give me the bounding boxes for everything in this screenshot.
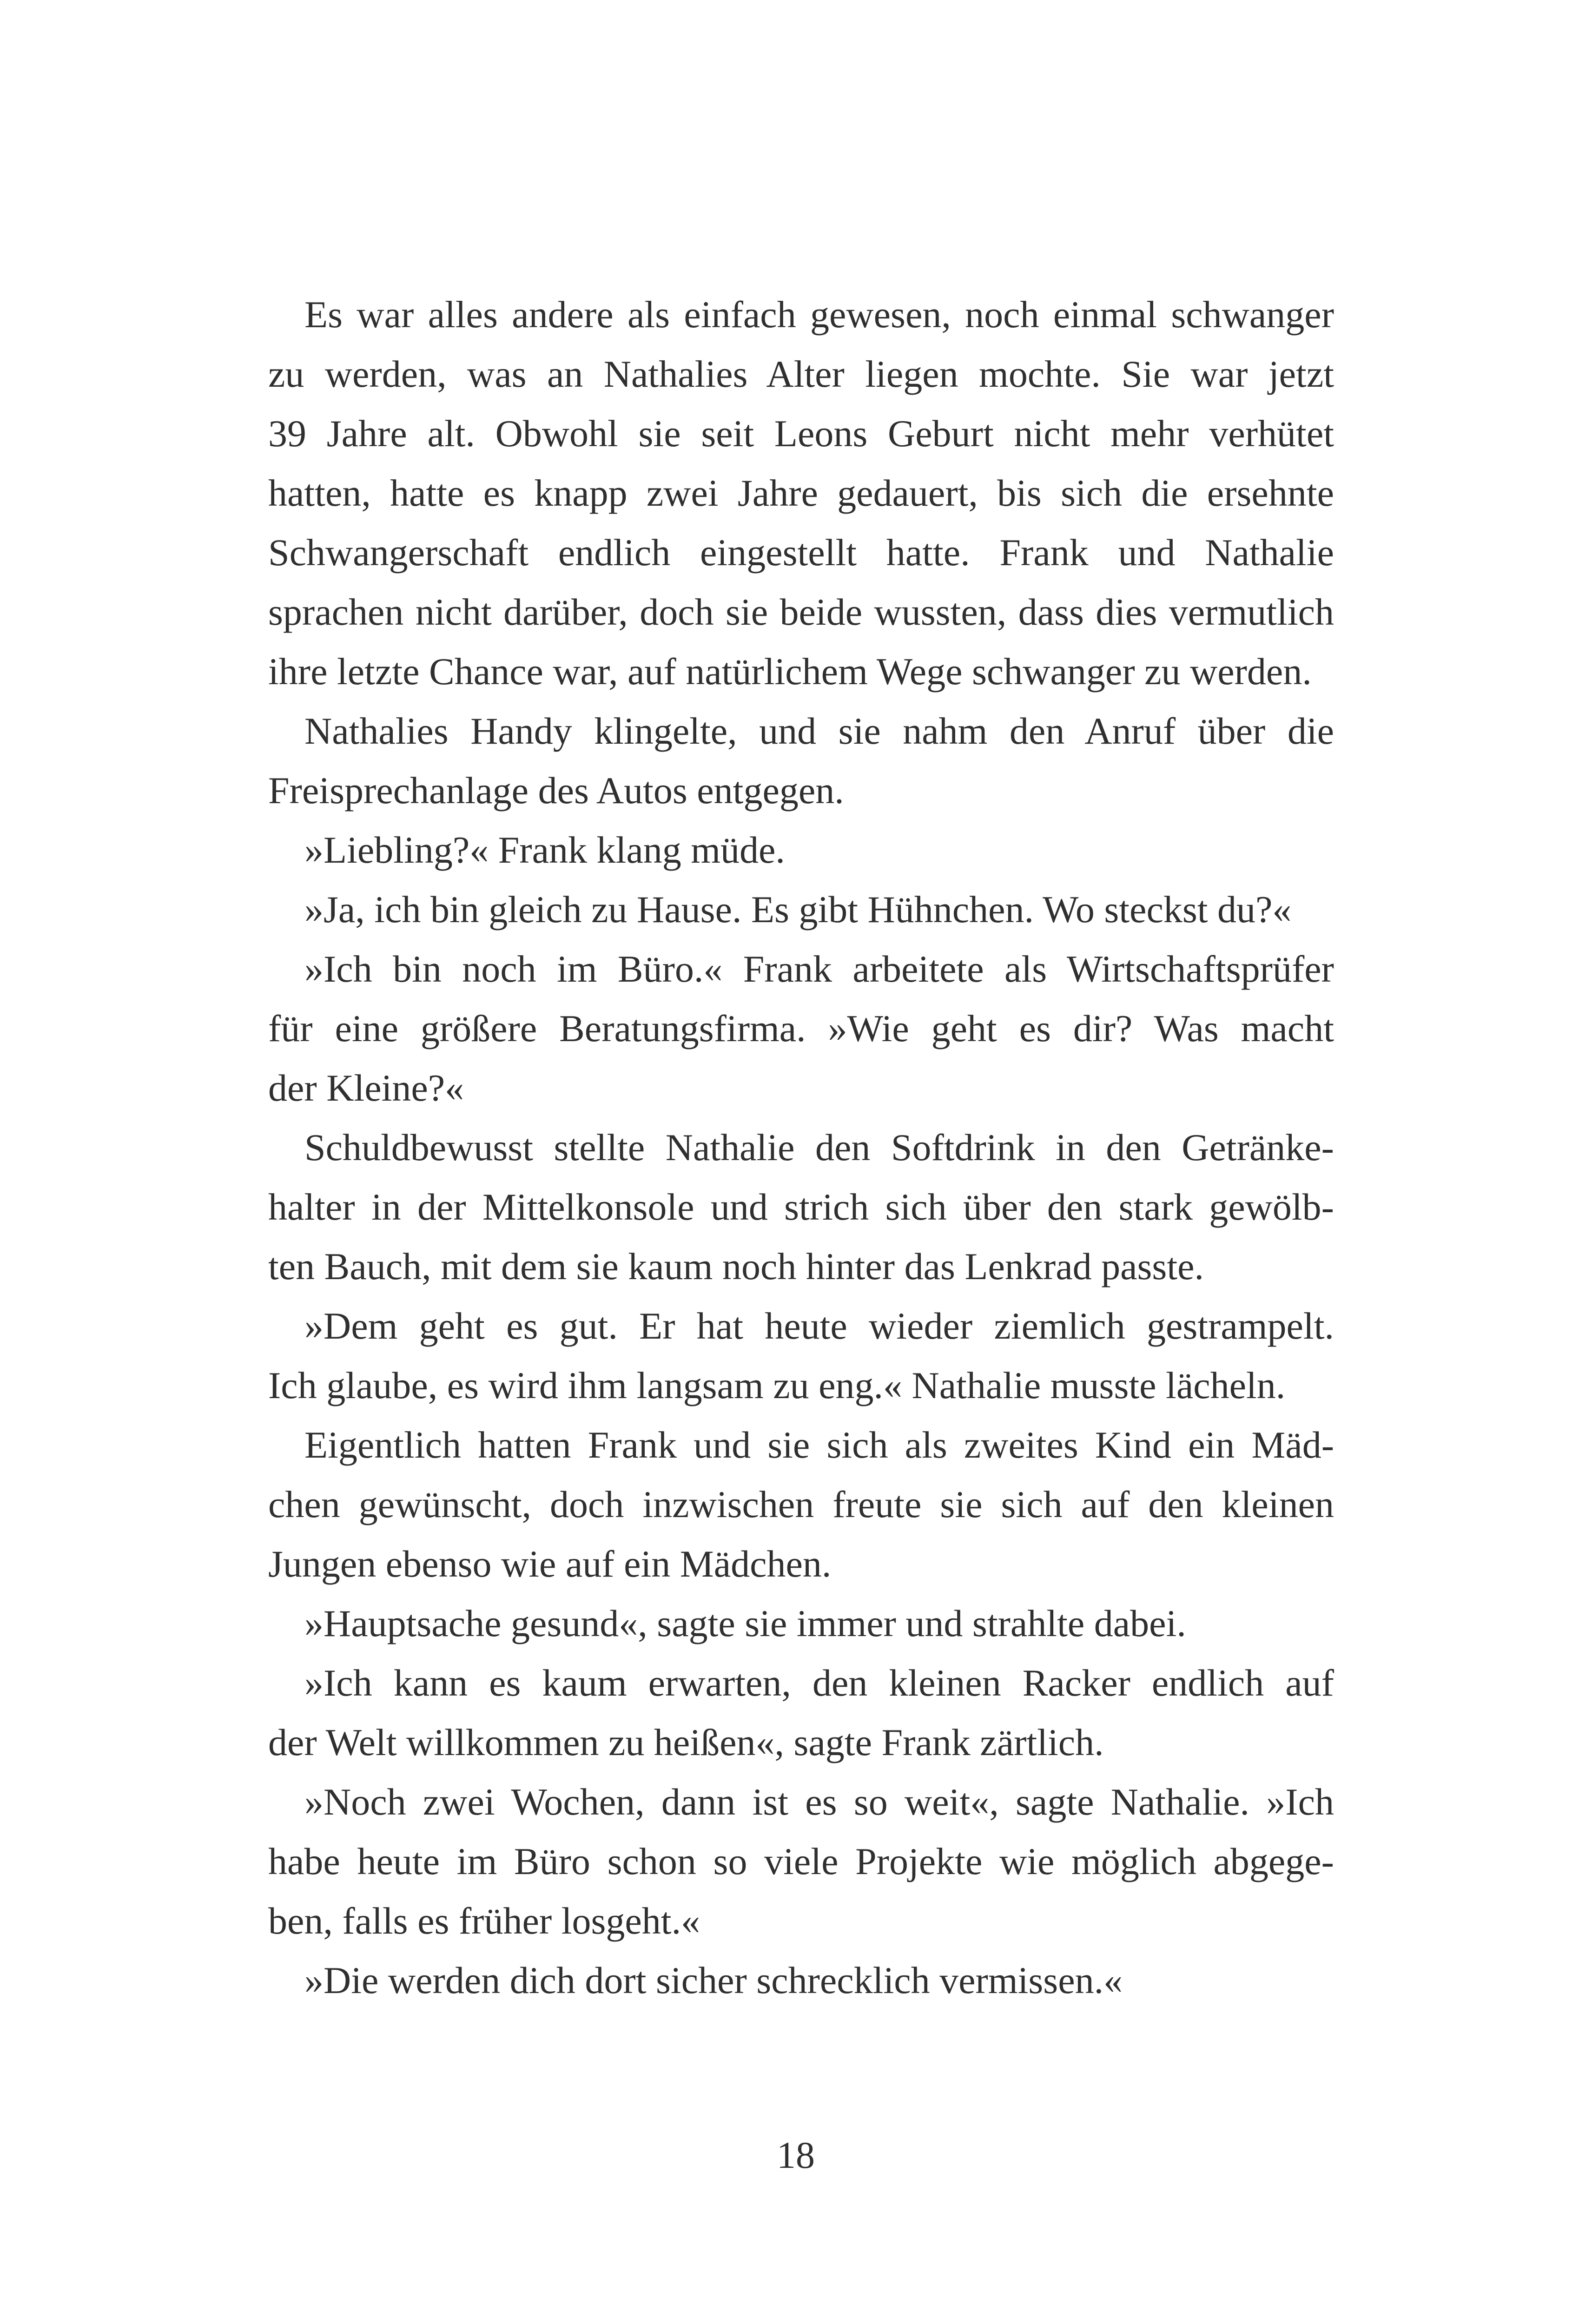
text-line: 39 Jahre alt. Obwohl sie seit Leons Geburt nicht mehr verhütet <box>268 412 1334 455</box>
text-line: chen gewünscht, doch inzwischen freute sie sich auf den kleinen <box>268 1483 1334 1525</box>
text-line: ten Bauch, mit dem sie kaum noch hinter das Lenkrad passte. <box>268 1245 1204 1287</box>
text-line: Jungen ebenso wie auf ein Mädchen. <box>268 1543 832 1585</box>
text-line: der Kleine?« <box>268 1067 464 1109</box>
text-line: »Ich kann es kaum erwarten, den kleinen Racker endlich auf <box>304 1662 1334 1704</box>
text-line: »Hauptsache gesund«, sagte sie immer und strahlte dabei. <box>304 1602 1186 1644</box>
text-line: Schwangerschaft endlich eingestellt hatte. Frank und Nathalie <box>268 531 1334 574</box>
text-line: Nathalies Handy klingelte, und sie nahm den Anruf über die <box>304 710 1334 752</box>
text-line: »Noch zwei Wochen, dann ist es so weit«, sagte Nathalie. »Ich <box>304 1781 1334 1823</box>
text-line: ben, falls es früher losgeht.« <box>268 1900 700 1942</box>
page-number: 18 <box>777 2134 815 2176</box>
text-line: hatten, hatte es knapp zwei Jahre gedauert, bis sich die ersehnte <box>268 472 1334 514</box>
text-line: halter in der Mittelkonsole und strich sich über den stark gewölb- <box>268 1186 1334 1228</box>
text-line: Eigentlich hatten Frank und sie sich als zweites Kind ein Mäd- <box>304 1424 1334 1466</box>
text-line: sprachen nicht darüber, doch sie beide wussten, dass dies vermutlich <box>268 591 1334 633</box>
text-line: Freisprechanlage des Autos entgegen. <box>268 769 844 812</box>
text-line: »Liebling?« Frank klang müde. <box>304 829 785 871</box>
text-line: für eine größere Beratungsfirma. »Wie geht es dir? Was macht <box>268 1007 1334 1050</box>
text-line: habe heute im Büro schon so viele Projekte wie möglich abgege- <box>268 1840 1334 1882</box>
text-line: zu werden, was an Nathalies Alter liegen mochte. Sie war jetzt <box>268 353 1334 395</box>
text-line: »Die werden dich dort sicher schrecklich vermissen.« <box>304 1959 1123 2001</box>
text-line: »Ja, ich bin gleich zu Hause. Es gibt Hühnchen. Wo steckst du?« <box>304 888 1292 931</box>
text-line: der Welt willkommen zu heißen«, sagte Frank zärtlich. <box>268 1721 1104 1763</box>
text-line: Schuldbewusst stellte Nathalie den Softdrink in den Getränke- <box>304 1126 1334 1169</box>
text-line: ihre letzte Chance war, auf natürlichem Wege schwanger zu werden. <box>268 650 1312 693</box>
text-line: »Ich bin noch im Büro.« Frank arbeitete als Wirtschaftsprüfer <box>304 948 1334 990</box>
text-line: »Dem geht es gut. Er hat heute wieder ziemlich gestrampelt. <box>304 1305 1334 1347</box>
text-line: Es war alles andere als einfach gewesen, noch einmal schwanger <box>304 293 1334 336</box>
text-line: Ich glaube, es wird ihm langsam zu eng.« Nathalie musste lächeln. <box>268 1364 1286 1406</box>
